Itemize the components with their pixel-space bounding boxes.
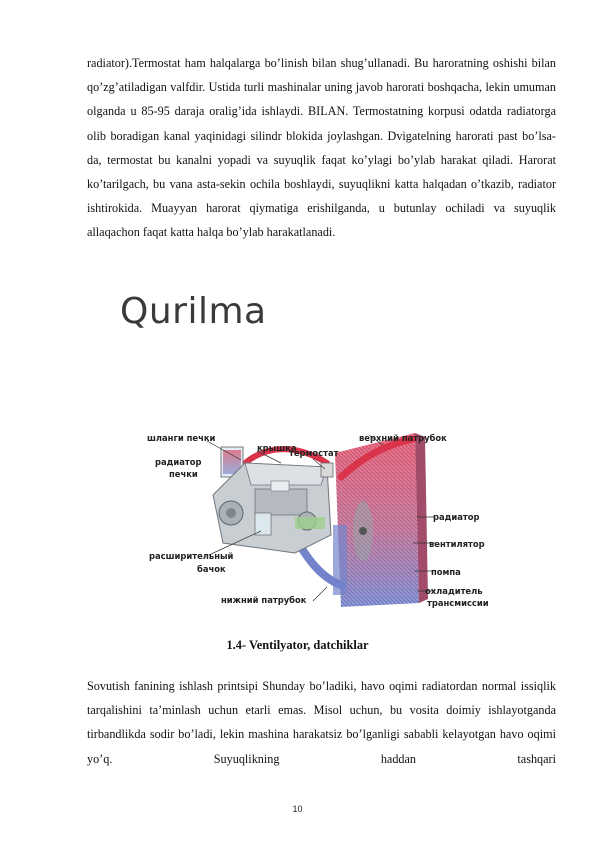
label-cap: крышка	[257, 443, 297, 453]
figure-title: Qurilma	[120, 291, 267, 332]
label-lower-pipe: нижний патрубок	[221, 595, 307, 605]
label-upper-pipe: верхний патрубок	[359, 433, 447, 443]
cooling-system-figure	[95, 285, 544, 630]
expansion-tank-shape	[255, 513, 271, 535]
cooling-system-diagram	[95, 285, 544, 630]
radiator-shape	[333, 433, 428, 607]
body-paragraph-2: Sovutish fanining ishlash printsipi Shunday bo’ladiki, havo oqimi radiatordan normal issiqlik tarqalishini ta’minlash uchun etarli emas. Misol uchun, bu vosita doimiy ishlayotganda tirbandlikda sodir bo’ladi, lekin mashina harakatsiz bo’lganligi sababli kelayotgan havo oqimi yo’q. Suyuqlikning haddan tashqari	[87, 679, 556, 766]
label-thermostat: термостат	[289, 448, 339, 458]
label-expansion-tank-line1: расширительный	[149, 551, 234, 561]
page-number: 10	[292, 804, 303, 814]
label-trans-cooler-line1: охладитель	[425, 586, 483, 596]
label-pump: помпа	[431, 567, 461, 577]
label-heater-hose: шланги печки	[147, 433, 216, 443]
fan-shape	[353, 501, 373, 561]
label-radiator: радиатор	[433, 512, 480, 522]
label-heater-radiator-line1: радиатор	[155, 457, 202, 467]
body-paragraph-1: radiator).Termostat ham halqalarga bo’linish bilan shug’ullanadi. Bu haroratning oshishi bilan qo’zg’atiladigan valfdir. Ustida turli mashinalar uning javob harorati boshqacha, lekin umuman olganda u 85-95 daraja oralig’ida ishlaydi. BILAN. Termostatning korpusi odatda radiatorga olib boradigan kanal yaqinidagi silindr blokida joylashgan. Dvigatelning harorati past bo’lsa-da, termostat bu kanalni yopadi va suyuqlik faqat ko’ylagi bo’ylab harakat qiladi. Harorat ko’tarilgach, bu vana asta-sekin ochila boshlaydi, suyuqlikni katta halqadan o’tkazib, radiator ishtirokida. Muayyan harorat qiymatiga erishilganda, u butunlay ochiladi va suyuqlik allaqachon faqat katta halqa bo’ylab harakatlanadi.	[87, 56, 556, 240]
label-expansion-tank-line2: бачок	[197, 564, 226, 574]
label-trans-cooler-line2: трансмиссии	[427, 598, 489, 608]
figure-caption: 1.4- Ventilyator, datchiklar	[226, 638, 369, 652]
thermostat-shape	[321, 463, 333, 477]
label-fan: вентилятор	[429, 539, 485, 549]
label-heater-radiator-line2: печки	[169, 469, 198, 479]
